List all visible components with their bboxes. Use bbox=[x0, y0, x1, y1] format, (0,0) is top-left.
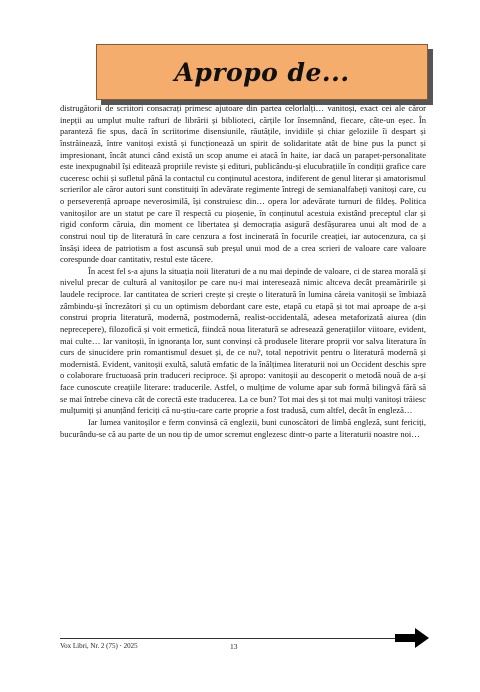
article-paragraph-3: Iar lumea vanitoșilor e ferm convinsă că englezii, buni cunoscători de limbă engleză, sunt fericiți, bucurându-se că au parte de un nou tip de umor scremut englezesc dintr-o parte a literaturii noastre noi… bbox=[60, 416, 426, 439]
header-banner bbox=[96, 44, 428, 100]
next-arrow-icon[interactable] bbox=[395, 628, 429, 648]
page-title: Apropo de... bbox=[174, 57, 350, 87]
footer-journal-info: Vox Libri, Nr. 2 (75) · 2025 bbox=[60, 642, 138, 650]
article-body bbox=[60, 103, 426, 440]
footer-divider bbox=[60, 638, 420, 639]
page-number: 13 bbox=[230, 642, 238, 651]
article-paragraph-1: distrugătorii de scriitori consacrați primesc ajutoare din partea celorlalți… vanitoși, exact cei ale căror inepții au umplut multe rafturi de librării și biblioteci, cărțile lor însemnând, fiecare, câte-un eșec. În paranteză fie spus, dacă în scriitorime disensiunile, răutățile, invidiile și chiar geloziile îi despart și înstrăinează, între vanitoși există și funcționează un spirit de solidaritate atât de bine pus la punct și impresionant, încât atunci când există un scop anume ei atacă în haite, iar dacă un parapet-personalitate este inexpugnabil își editează propriile reviste și edituri, publicându-și elucubrațiile în condiții grafice care cuceresc ochii și sufletul până la contactul cu conținutul acestora, indiferent de genul literar și amatorismul scrierilor ale căror autori sunt constituiți în adevărate regimente întregi de semianalfabeți vanitoși care, cu o perseverență aproape neverosimilă, își construiesc din… opera lor adevărate turnuri de fildeș. Politica vanitoșilor are un statut pe care îl respectă cu pioșenie, în conținutul acestuia existând preceptul clar și rigid conform căruia, din moment ce libertatea și democrația asigură desfășurarea unui alt mod de a construi noul tip de literatură în care cenzura a fost incinerată în focurile creației, iar autocenzura, ca și însăși ideea de patriotism a fost ascunsă sub preșul unui mod de a crea scrieri de valoare care valoare corespunde doar cantitativ, restul este tăcere. bbox=[60, 103, 426, 265]
article-paragraph-2: În acest fel s-a ajuns la situația noii literaturi de a nu mai depinde de valoare, ci de starea morală și nivelul precar de cultură al vanitoșilor pe care nu-i mai interesează nimic altceva decât preamăririle și laudele reciproce. Iar cantitatea de scrieri crește și crește o literatură în lumina căreia vanitoșii se îmbiază zâmbindu-și încrezători și cu un optimism debordant care este, etapă cu etapă și tot mai aproape de a-și construi propria literatură, modernă, postmodernă, realist-occidentală, adesea metaforizată aiurea (din neprecepere), filozofică și voit ermetică, fiindcă noua literatură se adresează generațiilor viitoare, evident, mai culte… Iar vanitoșii, în ignoranța lor, sunt convinși că produsele literare proprii vor salva literatura în curs de sinucidere prin romantismul desuet și, de ce nu?, total nepotrivit pentru o literatură modernă și modernistă. Evident, vanitoșii exultă, salută emfatic de la înălțimea literaturii noi un Occident deschis spre o colaborare fructuoasă prin traduceri reciproce. Și apropo: vanitoșii au descoperit o metodă nouă de a-și face cunoscute creațiile literare: traducerile. Astfel, o mulțime de volume apar sub formă bilingvă fără să se mai întrebe cineva cât de corectă este traducerea. La ce bun? Tot mai des și tot mai mulți vanitoși trăiesc mulțumiți și anunțând fericiți că nu-știu-care carte proprie a fost tradusă, cum altfel, decât în engleză… bbox=[60, 265, 426, 416]
